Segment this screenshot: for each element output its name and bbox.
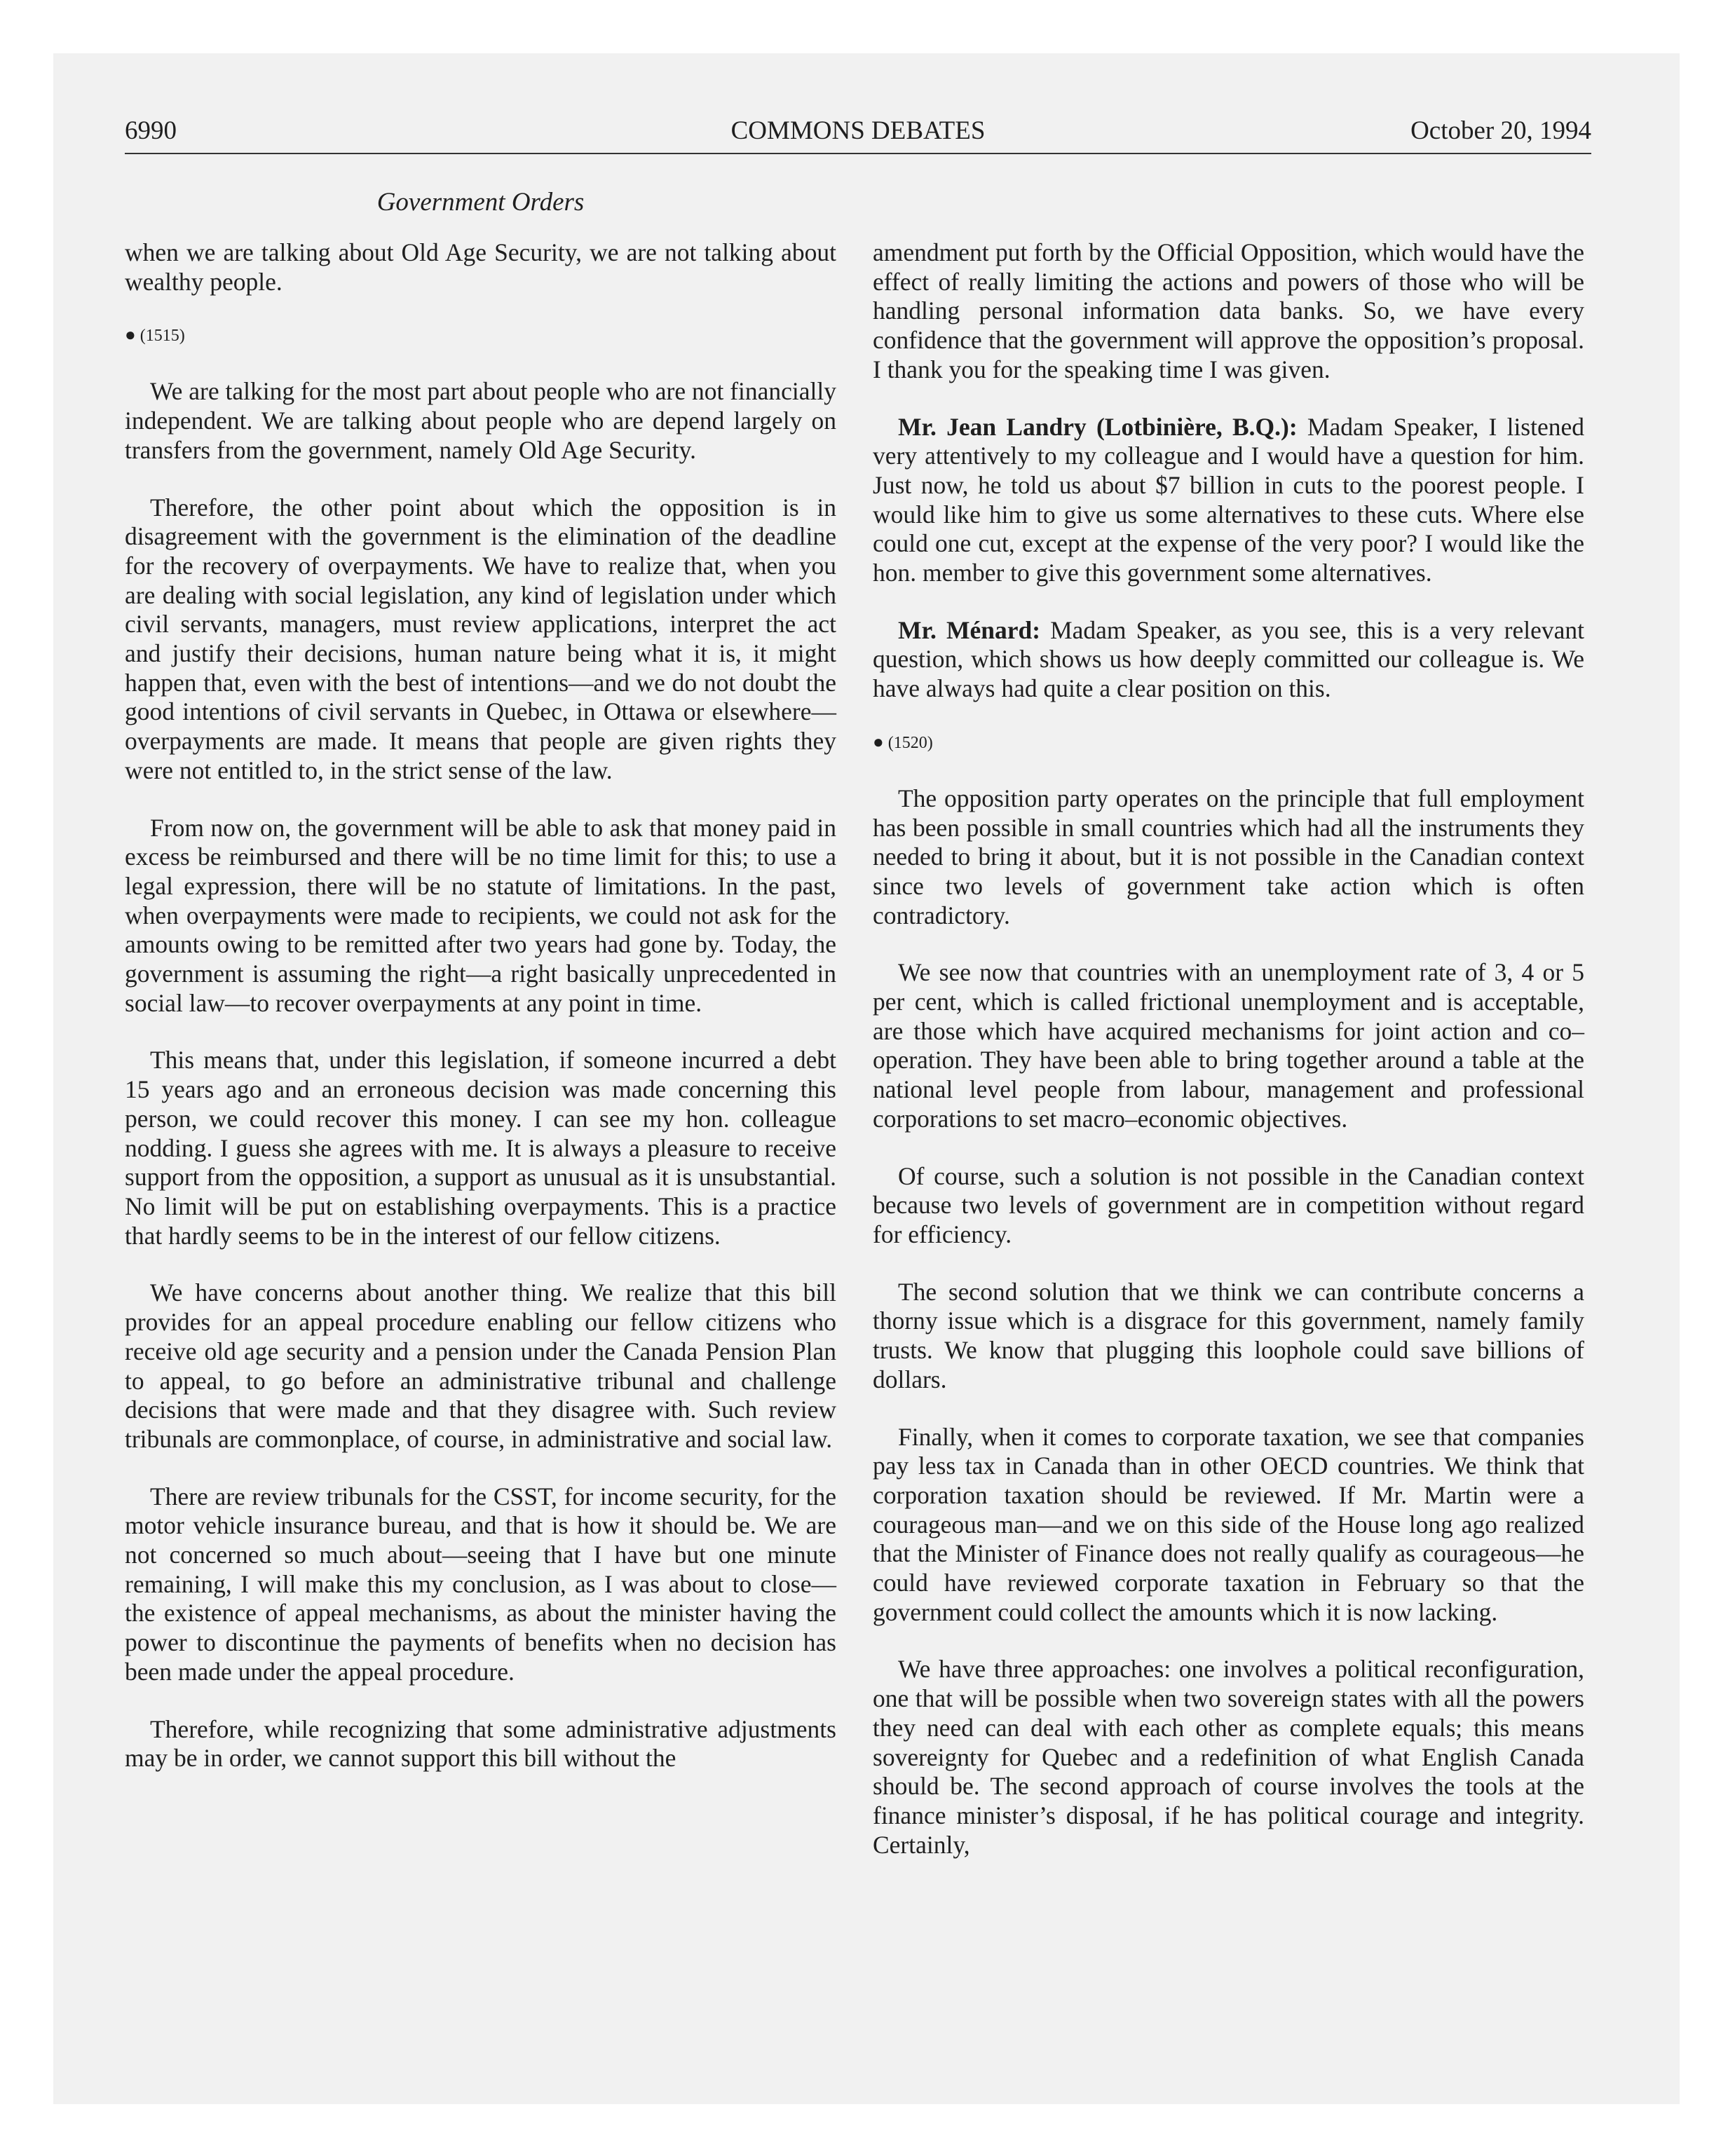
bullet-icon: ● [873,731,884,752]
time-marker [125,325,836,346]
speaker-name: Mr. Ménard: [898,615,1041,644]
paragraph: We are talking for the most part about people who are not financially independent. We are talking about people who are depend largely on transfers from the government, namely Old Age Security. [125,377,836,464]
time-marker [873,732,1584,753]
paragraph: This means that, under this legislation, if someone incurred a debt 15 years ago and an erroneous decision was made concerning this person, we could recover this money. I can see my hon. colleague nodding. I guess she agrees with me. It is always a pleasure to receive support from the opposition, a support as unusual as it is unsubstantial. No limit will be put on establishing overpayments. This is a practice that hardly seems to be in the interest of our fellow citizens. [125,1046,836,1250]
speech-text: Madam Speaker, I listened very attentively to my colleague and I would have a question for him. Just now, he told us about $7 billion in cuts to the poorest people. I would like him to give us some alternatives to these cuts. Where else could one cut, except at the expense of the very poor? I would like the hon. member to give this government some alternatives. [873,412,1584,587]
time-marker-label: (1515) [140,327,185,346]
bullet-icon: ● [125,325,136,346]
right-column [873,238,1584,1888]
paragraph: Therefore, while recognizing that some administrative adjustments may be in order, we cannot support this bill without the [125,1714,836,1773]
paragraph: We have concerns about another thing. We realize that this bill provides for an appeal procedure enabling our fellow citizens who receive old age security and a pension under the Canada Pension Plan to appeal, to go before an administrative tribunal and challenge decisions that were made and that they disagree with. Such review tribunals are commonplace, of course, in administrative and social law. [125,1278,836,1453]
publication-date: October 20, 1994 [1410,116,1591,145]
left-column [125,238,836,1801]
paragraph: when we are talking about Old Age Security, we are not talking about wealthy people. [125,238,836,296]
paragraph: Therefore, the other point about which the opposition is in disagreement with the government is the elimination of the deadline for the recovery of overpayments. We have to realize that, when you are dealing with social legislation, any kind of legislation under which civil servants, managers, must review applications, interpret the act and justify their decisions, human nature being what it is, it might happen that, even with the best of intentions—and we do not doubt the good intentions of civil servants in Quebec, in Ottawa or elsewhere—overpayments are made. It means that people are given rights they were not entitled to, in the strict sense of the law. [125,493,836,784]
speaker-name: Mr. Jean Landry (Lotbinière, B.Q.): [898,412,1298,441]
paragraph: We see now that countries with an unemployment rate of 3, 4 or 5 per cent, which is called frictional unemployment and is acceptable, are those which have acquired mechanisms for joint action and co–operation. They have been able to bring together around a table at the national level people from labour, management and professional corporations to set macro–economic objectives. [873,958,1584,1133]
header-rule [125,153,1591,154]
speech-paragraph [873,413,1584,588]
time-marker-label: (1520) [887,733,933,752]
paragraph: We have three approaches: one involves a political reconfiguration, one that will be possible when two sovereign states with all the powers they need can deal with each other as complete equals; this means sovereignty for Quebec and a redefinition of what English Canada should be. The second approach of course involves the tools at the finance minister’s disposal, if he has political courage and integrity. Certainly, [873,1655,1584,1859]
paragraph: The opposition party operates on the principle that full employment has been possible in small countries which had all the instruments they needed to bring it about, but it is not possible in the Canadian context since two levels of government take action which is often contradictory. [873,784,1584,929]
paragraph: The second solution that we think we can contribute concerns a thorny issue which is a disgrace for this government, namely family trusts. We know that plugging this loophole could save billions of dollars. [873,1277,1584,1393]
page-header [125,116,1591,156]
page-number: 6990 [125,116,177,145]
paragraph: amendment put forth by the Official Opposition, which would have the effect of really limiting the actions and powers of those who will be handling personal information data banks. So, we have every confidence that the government will approve the opposition’s proposal. I thank you for the speaking time I was given. [873,238,1584,383]
running-head: Government Orders [376,188,585,217]
speech-paragraph [873,616,1584,704]
paragraph: From now on, the government will be able to ask that money paid in excess be reimbursed and there will be no time limit for this; to use a legal expression, there will be no statute of limitations. In the past, when overpayments were made to recipients, we could not ask for the amounts owing to be remitted after two years had gone by. Today, the government is assuming the right—a right basically unprecedented in social law—to recover overpayments at any point in time. [125,813,836,1017]
paragraph: Finally, when it comes to corporate taxation, we see that companies pay less tax in Canada than in other OECD countries. We think that corporation taxation should be reviewed. If Mr. Martin were a courageous man—and we on this side of the House long ago realized that the Minister of Finance does not really qualify as courageous—he could have reviewed corporate taxation in February so that the government could collect the amounts which it is now lacking. [873,1422,1584,1626]
speech-text: Madam Speaker, as you see, this is a very relevant question, which shows us how deeply committed our colleague is. We have always had quite a clear position on this. [873,615,1584,703]
publication-title: COMMONS DEBATES [730,116,986,145]
paragraph: Of course, such a solution is not possible in the Canadian context because two levels of government are in competition without regard for efficiency. [873,1161,1584,1248]
paragraph: There are review tribunals for the CSST, for income security, for the motor vehicle insurance bureau, and that is how it should be. We are not concerned so much about—seeing that I have but one minute remaining, I will make this my conclusion, as I was about to close— the existence of appeal mechanisms, as about the minister having the power to discontinue the payments of benefits when no decision has been made under the appeal procedure. [125,1482,836,1686]
